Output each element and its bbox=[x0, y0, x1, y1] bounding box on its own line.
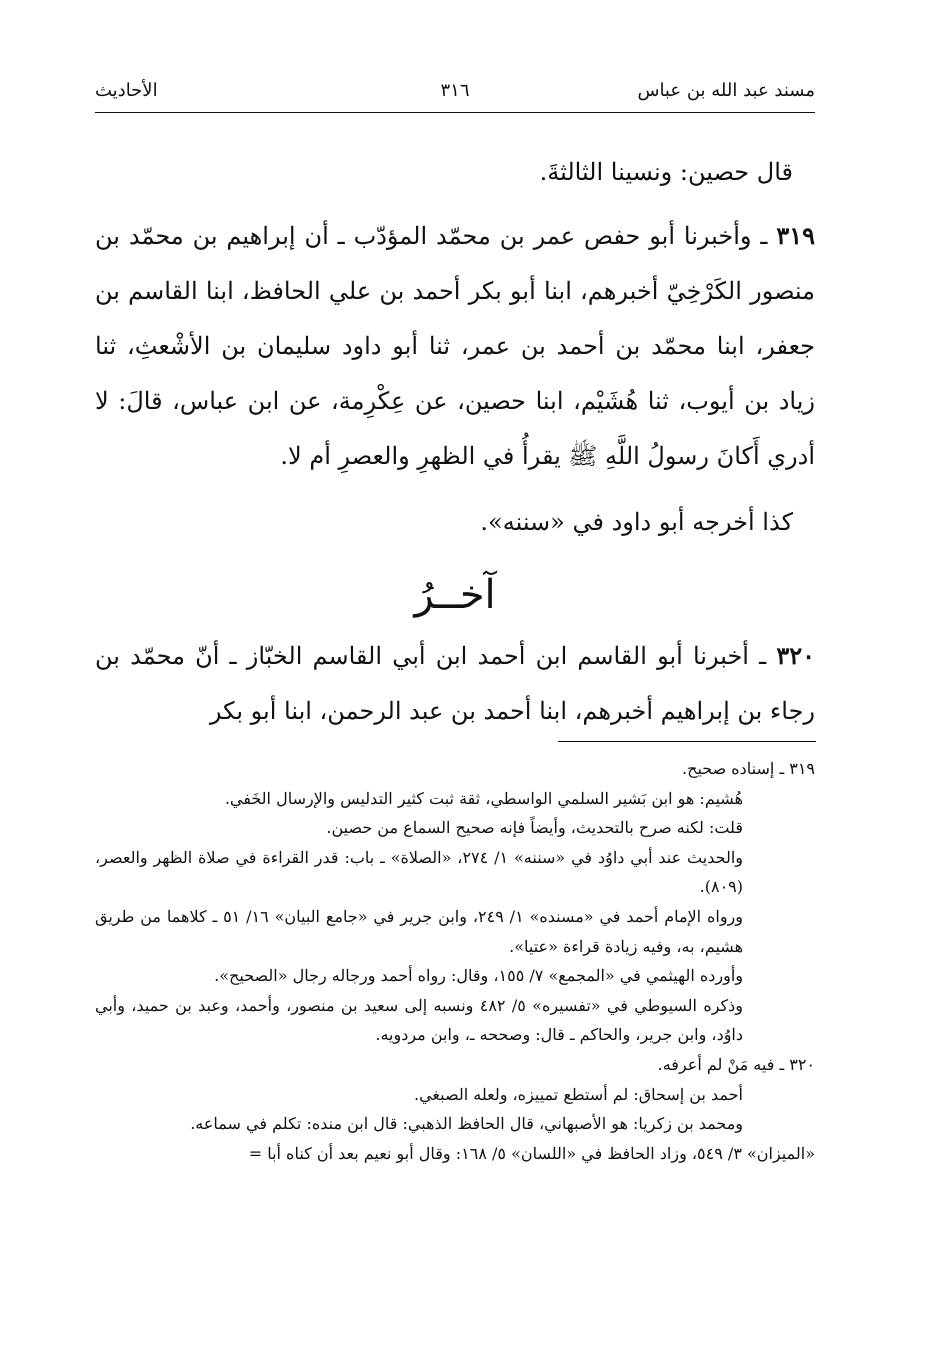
header-section-title: الأحاديث bbox=[95, 80, 158, 101]
footnote-line: ومحمد بن زكريا: هو الأصبهاني، قال الحافظ الذهبي: قال ابن منده: تكلم في سماعه. bbox=[190, 1114, 743, 1134]
section-heading: آخــرُ bbox=[414, 572, 496, 618]
hadith-320 bbox=[95, 628, 815, 739]
footnote-line: وأورده الهيثمي في «المجمع» ٧/ ١٥٥، وقال: رواه أحمد ورجاله رجال «الصحيح». bbox=[214, 966, 743, 986]
source-note: كذا أخرجه أبو داود في «سننه». bbox=[480, 508, 793, 536]
footnote-line: وذكره السيوطي في «تفسيره» ٥/ ٤٨٢ ونسبه إلى سعيد بن منصور، وأحمد، وعبد بن حميد، وأبي داوُد، وابن جرير، والحاكم ـ قال: وصححه ـ، وابن مردويه. bbox=[95, 995, 744, 1045]
footnote-divider bbox=[558, 741, 816, 742]
footnote-line: والحديث عند أبي داوُد في «سننه» ١/ ٢٧٤، «الصلاة» ـ باب: قدر القراءة في صلاة الظهر والعصر، (٨٠٩). bbox=[95, 847, 743, 897]
hadith-number: ٣٢٠ bbox=[776, 641, 815, 670]
footnote-line: هُشيم: هو ابن بَشير السلمي الواسطي، ثقة ثبت كثير التدليس والإرسال الخَفي. bbox=[224, 788, 743, 808]
header-divider bbox=[95, 112, 815, 113]
footnote-line: قلت: لكنه صرح بالتحديث، وأيضاً فإنه صحيح السماع من حصين. bbox=[326, 818, 743, 838]
page-number: ٣١٦ bbox=[440, 80, 470, 101]
footnote-line: ورواه الإمام أحمد في «مسنده» ١/ ٢٤٩، وابن جرير في «جامع البيان» ١٦/ ٥١ ـ كلاهما من طريق هشيم، به، وفيه زيادة قراءة «عتيا». bbox=[95, 906, 743, 956]
footnotes bbox=[95, 754, 815, 1168]
hadith-number: ٣١٩ bbox=[776, 221, 815, 250]
footnote-line: ٣١٩ ـ إسناده صحيح. bbox=[682, 759, 815, 778]
running-header bbox=[95, 78, 815, 112]
hadith-text: ـ وأخبرنا أبو حفص عمر بن محمّد المؤدّب ـ أن إبراهيم بن محمّد بن منصور الكَرْخِيّ أخبرهم، ابنا أبو بكر أحمد بن علي الحافظ، ابنا القاسم بن جعفر، ابنا محمّد بن أحمد بن عمر، ثنا أبو داود سليمان بن الأشْعثِ، ثنا زياد بن أيوب، ثنا هُشَيْم، ابنا حصين، عن عِكْرِمة، عن ابن عباس، قالَ: لا أدري أَكانَ رسولُ اللَّهِ ﷺ يقرأُ في الظهرِ والعصرِ أم لا. bbox=[95, 222, 816, 470]
footnote-line: أحمد بن إسحاق: لم أستطع تمييزه، ولعله الصبغي. bbox=[413, 1084, 743, 1104]
closing-remark: قال حصين: ونسينا الثالثةَ. bbox=[539, 158, 793, 186]
main-text bbox=[95, 145, 815, 739]
footnote-line: «الميزان» ٣/ ٥٤٩، وزاد الحافظ في «اللسان» ٥/ ١٦٨: وقال أبو نعيم بعد أن كناه أبا = bbox=[248, 1143, 815, 1163]
hadith-text: ـ أخبرنا أبو القاسم ابن أحمد ابن أبي القاسم الخبّاز ـ أنّ محمّد بن رجاء بن إبراهيم أخبرهم، ابنا أحمد بن عبد الرحمن، ابنا أبو بكر bbox=[95, 642, 815, 725]
footnote-line: ٣٢٠ ـ فيه مَنْ لم أعرفه. bbox=[657, 1054, 815, 1074]
hadith-319 bbox=[95, 208, 815, 484]
header-book-title: مسند عبد الله بن عباس bbox=[637, 80, 815, 101]
